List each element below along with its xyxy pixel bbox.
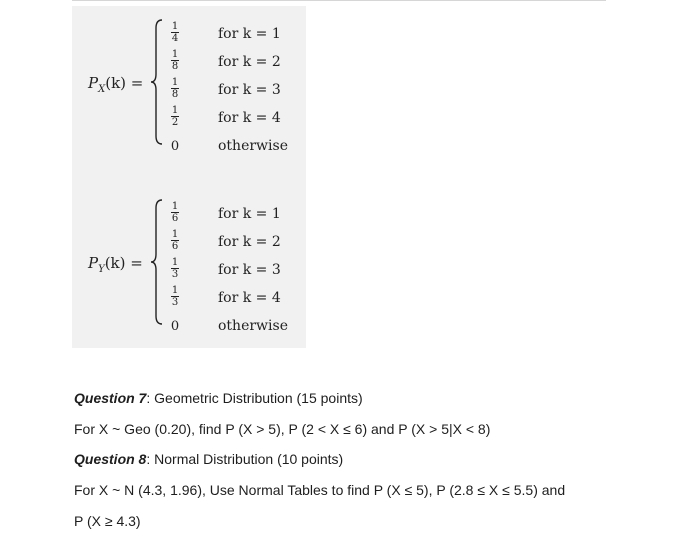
fraction-denominator: 3: [171, 269, 179, 280]
pmf-y-equals: =: [130, 254, 143, 272]
case-value: 0: [170, 139, 180, 154]
pmf-x-case: [72, 48, 306, 76]
pmf-x-equals: =: [130, 74, 144, 92]
pmf-x-symbol: P: [88, 74, 99, 92]
fraction-numerator: 1: [171, 201, 179, 212]
case-fraction: [168, 229, 182, 252]
fraction-numerator: 1: [171, 285, 179, 296]
case-condition: for k = 1: [218, 26, 281, 42]
question-8-heading: [74, 451, 343, 467]
case-condition: for k = 3: [218, 82, 281, 98]
case-condition: for k = 2: [218, 234, 281, 250]
fraction-denominator: 8: [171, 89, 179, 100]
case-condition: for k = 4: [218, 110, 281, 126]
pmf-formula-panel: [72, 6, 306, 348]
pmf-y-case: [72, 200, 306, 228]
pmf-y-case: [72, 284, 306, 312]
fraction-numerator: 1: [171, 21, 179, 32]
pmf-y-argument: (k): [104, 254, 126, 272]
pmf-x-case: [72, 132, 306, 160]
case-fraction: [168, 21, 182, 44]
fraction-denominator: 4: [171, 33, 179, 44]
case-condition: otherwise: [218, 318, 288, 334]
case-condition: for k = 3: [218, 262, 281, 278]
fraction-numerator: 1: [171, 105, 179, 116]
fraction-denominator: 6: [171, 213, 179, 224]
pmf-y-subscript: Y: [98, 264, 105, 275]
question-7-label: Question 7: [74, 390, 147, 406]
case-condition: otherwise: [218, 138, 288, 154]
fraction-denominator: 6: [171, 241, 179, 252]
fraction-numerator: 1: [171, 257, 179, 268]
question-7-text: For X ~ Geo (0.20), find P (X > 5), P (2 < X ≤ 6) and P (X > 5|X < 8): [74, 421, 491, 437]
case-condition: for k = 4: [218, 290, 281, 306]
question-7-heading: [74, 390, 363, 406]
pmf-y-case: [72, 312, 306, 340]
case-fraction: [168, 201, 182, 224]
pmf-y-symbol: P: [88, 254, 99, 272]
pmf-x-argument: (k): [105, 74, 127, 92]
fraction-numerator: 1: [171, 49, 179, 60]
pmf-y-case: [72, 228, 306, 256]
case-condition: for k = 2: [218, 54, 281, 70]
case-fraction: [168, 285, 182, 308]
case-fraction: [168, 105, 182, 128]
case-value: 0: [170, 319, 180, 334]
pmf-y-case: [72, 256, 306, 284]
case-fraction: [168, 77, 182, 100]
fraction-denominator: 8: [171, 61, 179, 72]
case-fraction: [168, 49, 182, 72]
question-7-title: : Geometric Distribution (15 points): [146, 390, 363, 406]
top-divider: [72, 0, 606, 1]
fraction-numerator: 1: [171, 229, 179, 240]
pmf-x-definition: [72, 6, 306, 156]
pmf-y-definition: [72, 186, 306, 336]
fraction-numerator: 1: [171, 77, 179, 88]
pmf-x-case: [72, 76, 306, 104]
pmf-x-case: [72, 20, 306, 48]
fraction-denominator: 2: [171, 117, 179, 128]
question-8-text-continued: P (X ≥ 4.3): [74, 513, 141, 529]
question-8-title: : Normal Distribution (10 points): [146, 451, 344, 467]
case-fraction: [168, 257, 182, 280]
case-condition: for k = 1: [218, 206, 281, 222]
pmf-x-subscript: X: [98, 84, 106, 95]
question-8-text: For X ~ N (4.3, 1.96), Use Normal Tables to find P (X ≤ 5), P (2.8 ≤ X ≤ 5.5) and: [74, 482, 566, 498]
pmf-x-case: [72, 104, 306, 132]
fraction-denominator: 3: [171, 297, 179, 308]
question-8-label: Question 8: [74, 451, 147, 467]
